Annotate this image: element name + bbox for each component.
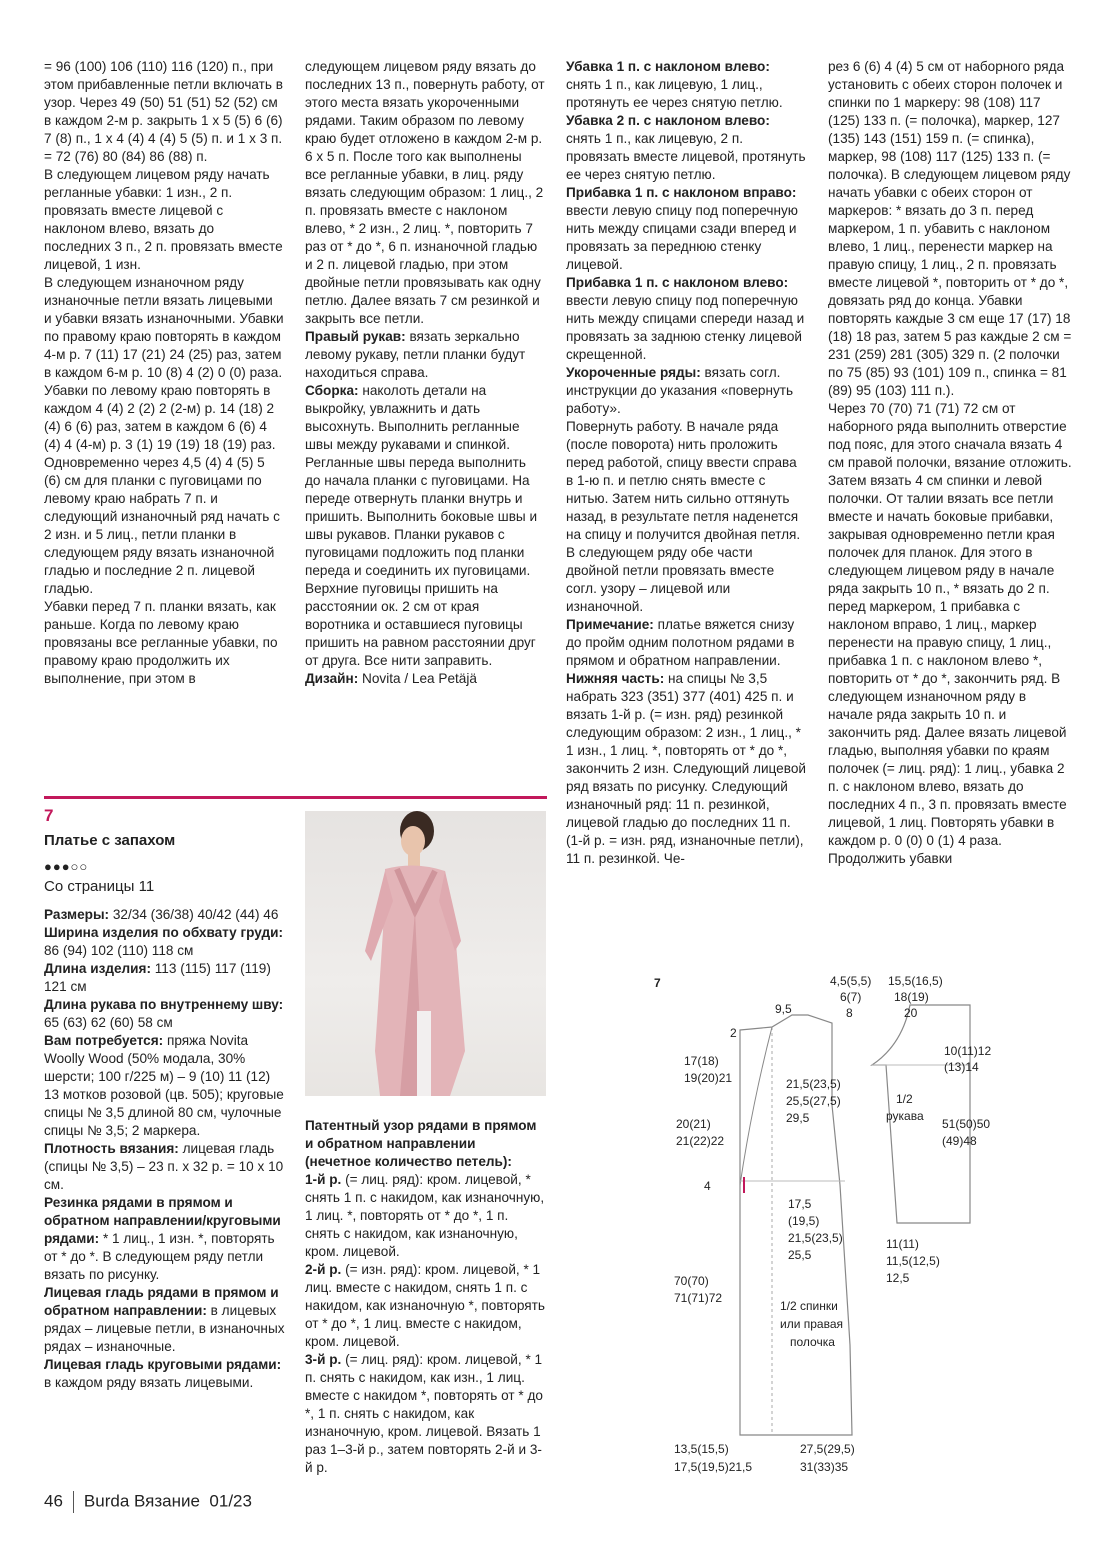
paragraph: В следующем лицевом ряду начать регланные убавки: 1 изн., 2 п. провязать вместе лицевой с наклоном влево, вязать до последних 3 п., 2 п. провязать вместе лицевой, 1 изн. [44,167,283,272]
svg-text:11(11): 11(11) [886,1237,919,1251]
svg-text:8: 8 [846,1006,853,1020]
spec-item: Резинка рядами в прямом и обратном направлении/круговыми рядами: * 1 лиц., 1 изн. *, повторять от * до *. В следующем ряду петли вязать по рисунку. [44,1195,281,1282]
paragraph: Укороченные ряды: вязать согл. инструкции до указания «повернуть работу». [566,365,794,416]
section-number: 7 [44,806,54,825]
term: Нижняя часть: [566,671,665,686]
svg-text:17,5(19,5)21,5: 17,5(19,5)21,5 [674,1460,753,1474]
paragraph: = 96 (100) 106 (110) 116 (120) п., при этом прибавленные петли включать в узор. Через 49 (50) 51 (51) 52 (52) см в каждом 2-м р. закрыть 1 х 5 (5) 6 (6) 7 (8) п., 1 х 4 (4) 4 (4) 5 (5) п. и 1 х 3 п. = 72 (76) 80 (84) 86 (88) п. [44,59,283,164]
svg-text:(49)48: (49)48 [942,1134,977,1148]
svg-text:или правая: или правая [780,1317,843,1331]
spec-item: Ширина изделия по обхвату груди: 86 (94) 102 (110) 118 см [44,925,284,958]
page-footer [44,1491,252,1513]
spec-item: Лицевая гладь рядами в прямом и обратном направлении: в лицевых рядах – лицевые петли, в изнаночных рядах – изнаночные. [44,1285,285,1354]
svg-text:6(7): 6(7) [840,990,862,1004]
term: Прибавка 1 п. с наклоном вправо: [566,185,797,200]
svg-text:27,5(29,5): 27,5(29,5) [800,1442,855,1456]
svg-text:2: 2 [730,1026,737,1040]
svg-text:25,5: 25,5 [788,1248,812,1262]
svg-text:17(18): 17(18) [684,1054,719,1068]
svg-text:4: 4 [704,1179,711,1193]
text-column-1 [44,58,284,688]
term: Правый рукав: [305,329,406,344]
paragraph: Повернуть работу. В начале ряда (после поворота) нить проложить перед работой, спицу ввести справа в 1-ю п. и петлю снять вместе с нитью. Затем нить сильно оттянуть назад, в результате петля наденется на спицу и получится двойная петля. В следующем ряду обе части двойной петли провязать вместе согл. узору – лицевой или изнаночной. [566,419,801,614]
svg-text:18(19): 18(19) [894,990,929,1004]
term: Убавка 1 п. с наклоном влево: [566,59,770,74]
svg-text:29,5: 29,5 [786,1111,810,1125]
paragraph: 3-й р. (= лиц. ряд): кром. лицевой, * 1 п. снять с накидом, как изн., 1 лиц. вместе с накидом *, повторять от * до *, 1 п. снять с накидом, как изнаночную, кром. лицевой. Вязать 1 раз 1–3-й р., затем повторять 2-й и 3-й р. [305,1352,543,1475]
svg-text:1/2: 1/2 [896,1092,913,1106]
diagram-number: 7 [654,976,661,990]
svg-text:71(71)72: 71(71)72 [674,1291,723,1305]
paragraph: Сборка: наколоть детали на выкройку, увлажнить и дать высохнуть. Выполнить регланные швы между рукавами и спинкой. Регланные швы переда выполнить до начала планки с пуговицами. На переде отвернуть планки внутрь и пришить. Выполнить боковые швы и швы рукавов. Планки рукавов с пуговицами подложить под планки переда и соединить их пуговицами. Верхние пуговицы пришить на расстоянии ок. 2 см от края воротника и оставшиеся пуговицы пришить на равном расстоянии друг от друга. Все нити заправить. [305,383,538,668]
magazine-name: Burda Вязание [83,1491,200,1511]
paragraph: Прибавка 1 п. с наклоном вправо: ввести левую спицу под поперечную нить между спицами сзади вперед и провязать за переднюю стенку лицевой. [566,185,798,272]
term: Убавка 2 п. с наклоном влево: [566,113,770,128]
svg-text:31(33)35: 31(33)35 [800,1460,849,1474]
paragraph: Примечание: платье вяжется снизу до пройм одним полотном рядами в прямом и обратном направлении. [566,617,795,668]
svg-text:полочка: полочка [790,1335,835,1349]
spec-item: Плотность вязания: лицевая гладь (спицы № 3,5) – 23 п. x 32 р. = 10 x 10 см. [44,1141,284,1192]
spec-item: Длина рукава по внутреннему шву: 65 (63) 62 (60) 58 см [44,997,284,1030]
term: Дизайн: [305,671,359,686]
svg-text:17,5: 17,5 [788,1197,812,1211]
paragraph: 2-й р. (= изн. ряд): кром. лицевой, * 1 лиц. вместе с накидом, снять 1 п. с накидом, как изнаночную *, повторять от * до *, 1 лиц. вместе с накидом, кром. лицевой. [305,1262,545,1349]
section-divider [44,796,547,799]
section-7-info [44,806,289,1392]
svg-text:4,5(5,5): 4,5(5,5) [830,974,872,988]
paragraph: Убавки перед 7 п. планки вязать, как раньше. Когда по левому краю провязаны все регланные убавки, по правому краю продолжить их выполнение, при этом в [44,599,278,686]
svg-text:11,5(12,5): 11,5(12,5) [886,1254,940,1268]
svg-text:19(20)21: 19(20)21 [684,1071,733,1085]
text-column-2 [305,58,545,688]
patent-pattern-text [305,1117,545,1477]
paragraph: Через 70 (70) 71 (71) 72 см от наборного ряда выполнить отверстие под пояс, для этого сначала вязать 4 см правой полочки, вязание отложить. Затем вязать 4 см спинки и левой полочки. От талии вязать все петли вместе и начать боковые прибавки, закрывая одновременно петли края полочек для планок. Для этого в следующем лицевом ряду в начале ряда закрыть 10 п., * вязать до 2 п. перед маркером, 1 прибавка с наклоном вправо, 1 лиц., маркер перенести на правую спицу, 1 лиц., прибавка 1 п. с наклоном влево *, повторить от * до *, закончить ряд. В следующем изнаночном ряду в начале ряда закрыть 10 п. и закончить ряд. Далее вязать лицевой гладью, выполняя убавки по краям полочек (= лиц. ряд): 1 лиц., убавка 2 п. с наклоном влево, вязать до последних 4 п., 3 п. провязать вместе лицевой, 1 лиц. Повторять убавки в каждом р. 0 (0) 0 (1) 4 раза. Продолжить убавки [828,401,1072,866]
paragraph: В следующем изнаночном ряду изнаночные петли вязать лицевыми и убавки вязать изнаночными. Убавки по правому краю повторять в каждом 4-м р. 7 (11) 17 (21) 24 (25) раз, затем в каждом 6-м р. 10 (8) 4 (2) 0 (0) раза. Убавки по левому краю повторять в каждом 4 (4) 2 (2) 2 (2-м) р. 14 (18) 2 (4) 6 (6) раз, затем в каждом 6 (6) 4 (4) 4 (4-м) р. 3 (1) 19 (19) 18 (19) раз. Одновременно через 4,5 (4) 4 (5) 5 (6) см для планки с пуговицами по левому краю набрать 7 п. и следующий изнаночный ряд начать с 2 изн. и 5 лиц., петли планки в следующем ряду вязать изнаночной гладью и последние 2 п. лицевой гладью. [44,275,284,596]
text-column-3 [566,58,806,868]
spec-item: Размеры: 32/34 (36/38) 40/42 (44) 46 [44,907,279,922]
svg-text:21(22)22: 21(22)22 [676,1134,725,1148]
spec-item: Вам потребуется: пряжа Novita Woolly Wood (50% модала, 30% шерсти; 100 г/225 м) – 9 (10) 11 (12) 13 мотков розовой (цв. 505); круговые спицы № 3,5 длиной 80 см, чулочные спицы № 3,5; 2 маркера. [44,1033,284,1138]
svg-text:12,5: 12,5 [886,1271,910,1285]
svg-text:20: 20 [904,1006,918,1020]
paragraph: Нижняя часть: на спицы № 3,5 набрать 323 (351) 377 (401) 425 п. и вязать 1-й р. (= изн. ряд) резинкой следующим образом: 2 изн., 1 лиц., * 1 изн., 1 лиц. *, повторять от * до *, закончить 2 изн. Следующий лицевой ряд вязать по рисунку. Следующий изнаночный ряд: 11 п. резинкой, лицевой гладью до последних 11 п. (1-й р. = изн. ряд, изнаночные петли), 11 п. резинкой. Че- [566,671,806,866]
svg-text:21,5(23,5): 21,5(23,5) [788,1231,843,1245]
section-title: Платье с запахом [44,832,176,849]
svg-text:51(50)50: 51(50)50 [942,1117,991,1131]
page-number: 46 [44,1491,63,1511]
svg-text:21,5(23,5): 21,5(23,5) [786,1077,841,1091]
paragraph: 1-й р. (= лиц. ряд): кром. лицевой, * снять 1 п. с накидом, как изнаночную, 1 лиц. *, повторять от * до *, 1 п. снять с накидом, как изнаночную, кром. лицевой. [305,1172,545,1259]
paragraph: Правый рукав: вязать зеркально левому рукаву, петли планки будут находиться справа. [305,329,526,380]
svg-text:13,5(15,5): 13,5(15,5) [674,1442,729,1456]
dress-model-illustration [305,811,546,1096]
spec-item: Лицевая гладь круговыми рядами: в каждом ряду вязать лицевыми. [44,1357,282,1390]
source-page: Со страницы 11 [44,878,155,895]
term: Примечание: [566,617,654,632]
paragraph: следующем лицевом ряду вязать до последних 13 п., повернуть работу, от этого места вязать укороченными рядами. Таким образом по левому краю будет отложено в каждом 2-м р. 6 х 5 п. После того как выполнены все регланные убавки, в лиц. ряду вязать следующим образом: 1 лиц., 2 п. провязать вместе с наклоном влево, * 2 изн., 2 лиц. *, повторить 7 раз от * до *, 6 п. изнаночной гладью и 2 п. лицевой гладью, при этом двойные петли провязывать как одну петлю. Далее вязать 7 см резинкой и закрыть все петли. [305,59,545,326]
svg-text:1/2 спинки: 1/2 спинки [780,1299,838,1313]
svg-text:10(11)12: 10(11)12 [944,1044,992,1058]
svg-text:15,5(16,5): 15,5(16,5) [888,974,943,988]
term: Сборка: [305,383,359,398]
spec-item: Длина изделия: 113 (115) 117 (119) 121 см [44,961,271,994]
paragraph: Убавка 1 п. с наклоном влево: снять 1 п., как лицевую, 1 лиц., протянуть ее через снятую петлю. [566,59,783,110]
term: Прибавка 1 п. с наклоном влево: [566,275,789,290]
pattern-schematic [640,965,1040,1485]
svg-text:20(21): 20(21) [676,1117,711,1131]
issue-number: 01/23 [209,1491,252,1511]
svg-text:рукава: рукава [886,1109,924,1123]
svg-text:9,5: 9,5 [775,1002,792,1016]
paragraph: Убавка 2 п. с наклоном влево: снять 1 п., как лицевую, 2 п. провязать вместе лицевой, протянуть ее через снятую петлю. [566,113,806,182]
svg-text:(13)14: (13)14 [944,1060,979,1074]
svg-text:(19,5): (19,5) [788,1214,820,1228]
svg-text:25,5(27,5): 25,5(27,5) [786,1094,841,1108]
difficulty-dots: ●●●○○ [44,859,89,874]
paragraph: Патентный узор рядами в прямом и обратном направлении (нечетное количество петель): [305,1118,537,1169]
paragraph: Прибавка 1 п. с наклоном влево: ввести левую спицу под поперечную нить между спицами спереди назад и провязать за заднюю стенку лицевой скрещенной. [566,275,805,362]
footer-divider [73,1491,74,1513]
paragraph: рез 6 (6) 4 (4) 5 см от наборного ряда установить с обеих сторон полочек и спинки по 1 маркеру: 98 (108) 117 (125) 133 п. (= полочка), маркер, 127 (135) 143 (151) 159 п. (= спинка), маркер, 98 (108) 117 (125) 133 п. (= полочка). В следующем лицевом ряду начать убавки с обеих сторон от маркеров: * вязать до 3 п. перед маркером, 1 п. убавить с наклоном влево, 1 лиц., перенести маркер на правую спицу, 1 лиц., 2 п. провязать вместе лицевой *, повторить от * до *, довязать ряд до конца. Убавки повторять каждые 3 см еще 17 (17) 18 (18) 18 раз, затем 5 раз каждые 2 см = 231 (259) 281 (305) 329 п. (2 полочки по 75 (85) 93 (101) 109 п., спинка = 81 (89) 95 (103) 111 п.). [828,59,1072,398]
text-column-4 [828,58,1072,868]
svg-text:70(70): 70(70) [674,1274,709,1288]
paragraph: Дизайн: Novita / Lea Petäjä [305,671,477,686]
product-photo [305,811,546,1096]
term: Укороченные ряды: [566,365,701,380]
